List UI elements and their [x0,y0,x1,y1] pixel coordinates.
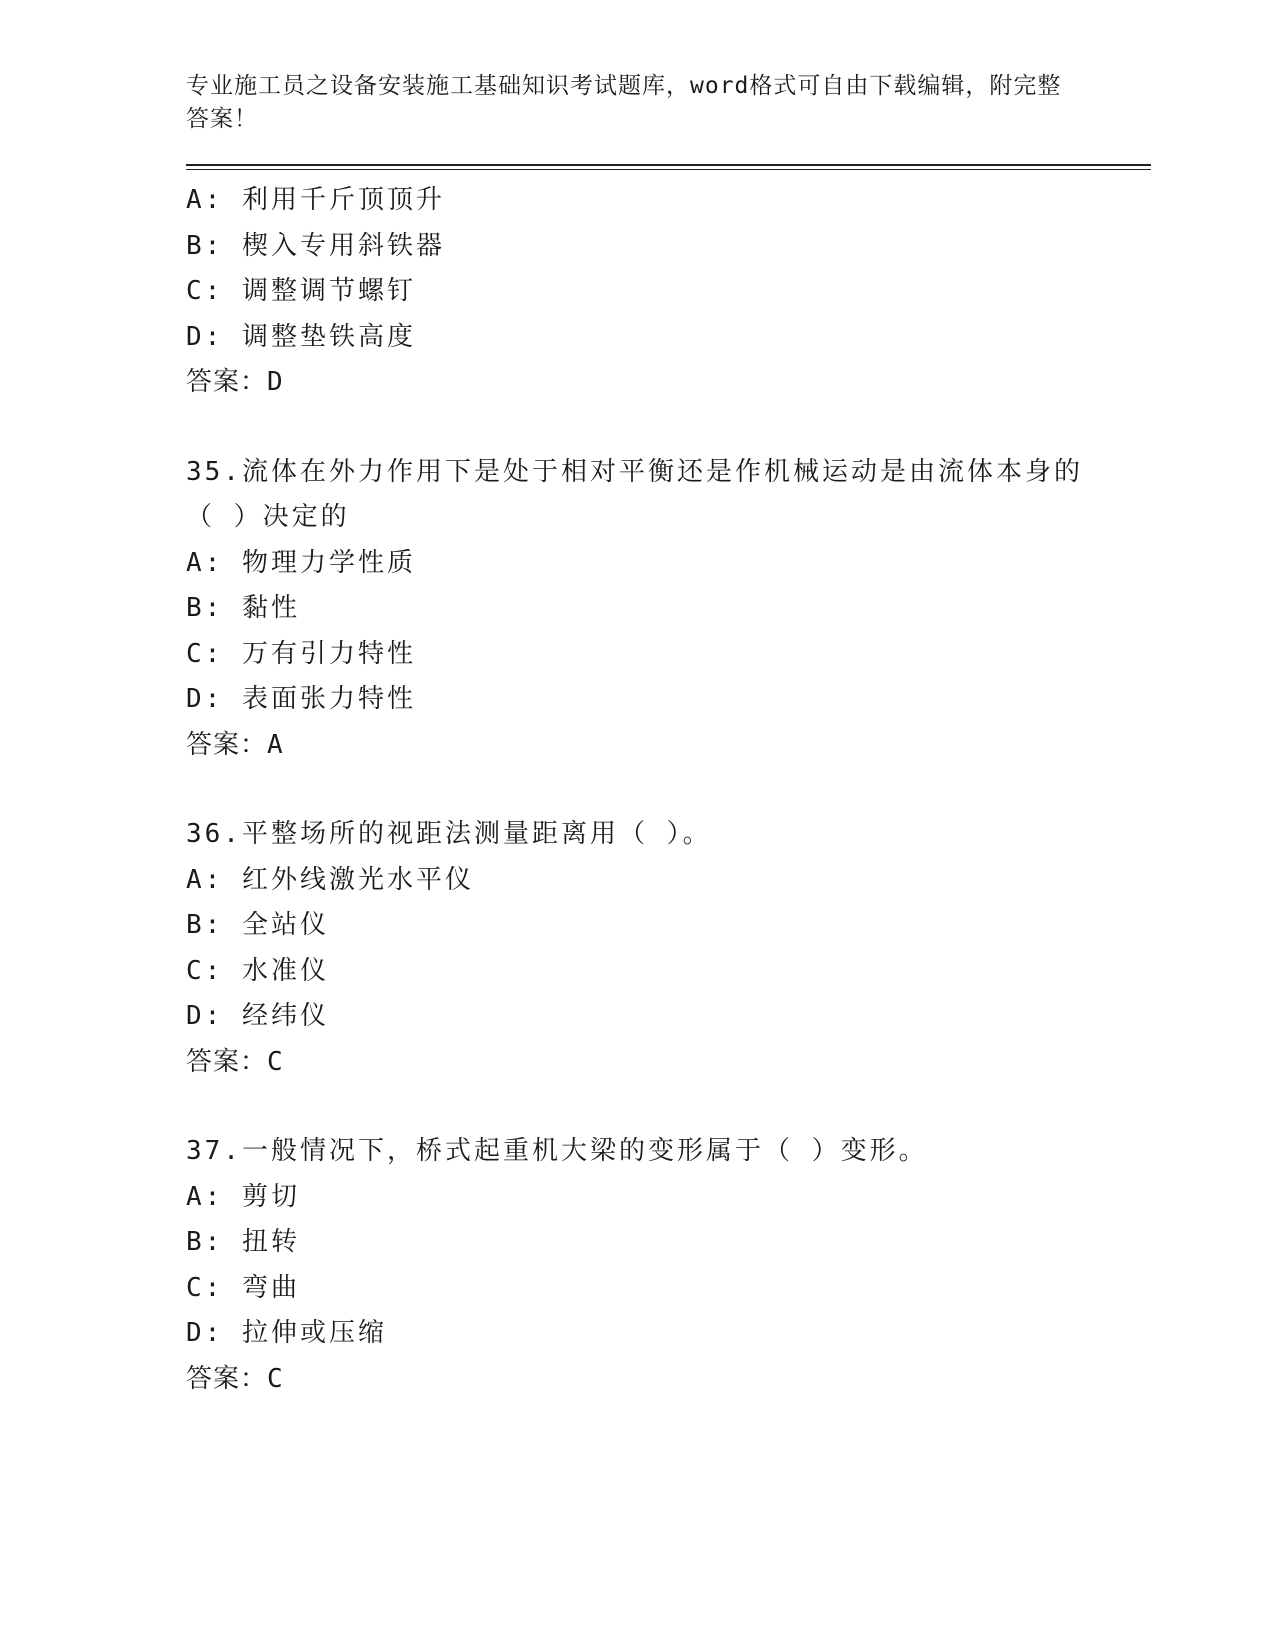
answer-label: 答案： [186,1046,268,1077]
option-b: B: 扭转 [186,1227,300,1257]
answer-label: 答案： [186,1363,268,1394]
question-list [186,178,1146,1402]
option-a: A: 物理力学性质 [186,547,416,578]
answer-value: A [267,729,284,760]
answer-line [186,723,1146,769]
document-page [186,70,1146,1402]
question-block [186,812,1146,1085]
option-b: B: 楔入专用斜铁器 [186,230,445,261]
header-divider [186,164,1151,170]
option-a: A: 剪切 [186,1181,300,1212]
document-header: 专业施工员之设备安装施工基础知识考试题库，word格式可自由下载编辑，附完整答案！ [186,73,1062,132]
option-c: C: 调整调节螺钉 [186,276,416,306]
question-stem: 35.流体在外力作用下是处于相对平衡还是作机械运动是由流体本身的 [186,456,1083,487]
answer-line [186,1040,1146,1086]
option-d: D: 调整垫铁高度 [186,321,416,352]
option-d: D: 拉伸或压缩 [186,1318,387,1348]
answer-line [186,1357,1146,1403]
answer-value: D [267,367,284,397]
answer-value: C [267,1363,284,1394]
question-stem: 36.平整场所的视距法测量距离用（ ）。 [186,819,712,849]
option-d: D: 表面张力特性 [186,684,416,714]
option-b: B: 黏性 [186,593,300,623]
answer-label: 答案： [186,729,268,760]
question-block [186,178,1146,406]
question-block [186,450,1146,769]
question-block [186,1129,1146,1402]
option-b: B: 全站仪 [186,910,329,940]
answer-label: 答案： [186,367,268,397]
answer-value: C [267,1046,284,1077]
option-c: C: 弯曲 [186,1272,300,1303]
option-c: C: 水准仪 [186,955,329,986]
answer-line [186,360,1146,406]
option-c: C: 万有引力特性 [186,638,416,669]
option-a: A: 利用千斤顶顶升 [186,185,445,215]
question-stem-continued: （ ）决定的 [186,502,350,532]
option-d: D: 经纬仪 [186,1001,329,1031]
option-a: A: 红外线激光水平仪 [186,864,474,895]
question-stem: 37.一般情况下，桥式起重机大梁的变形属于（ ）变形。 [186,1136,928,1166]
